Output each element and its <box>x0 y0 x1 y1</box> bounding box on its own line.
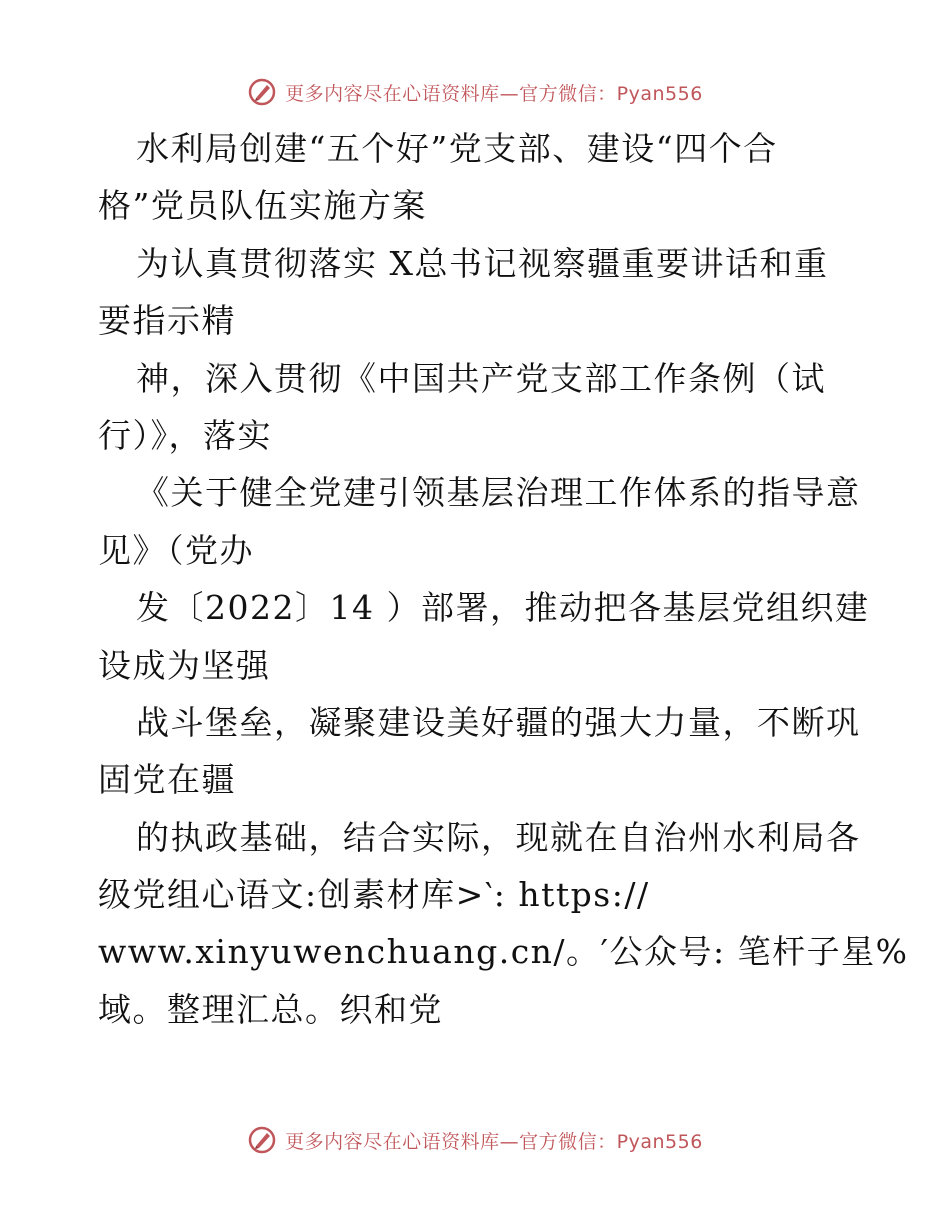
document-body <box>98 120 909 1038</box>
text-line: 的执政基础，结合实际，现就在自治州水利局各 <box>136 817 861 857</box>
watermark-text: 更多内容尽在心语资料库—官方微信：Pyan556 <box>285 82 703 105</box>
text-line: 水利局创建“五个好”党支部、建设“四个合 <box>136 129 778 168</box>
header-watermark <box>0 72 950 112</box>
text-line: 级党组心语文:创素材库>‵: https:// <box>98 875 650 915</box>
text-line: 为认真贯彻落实 X总书记视察疆重要讲话和重 <box>136 243 829 283</box>
text-line: 神，深入贯彻《中国共产党支部工作条例（试 <box>136 358 826 398</box>
pen-logo-icon <box>247 1125 277 1155</box>
text-line: 见》（党办 <box>98 530 254 570</box>
text-line: 域。整理汇总。织和党 <box>98 989 443 1029</box>
text-line: 固党在疆 <box>98 760 236 800</box>
text-line: 格”党员队伍实施方案 <box>98 186 427 226</box>
text-line: 发〔2022〕14 ）部署，推动把各基层党组织建 <box>136 588 870 628</box>
text-line: 《关于健全党建引领基层治理工作体系的指导意 <box>136 473 861 513</box>
pen-logo-icon <box>247 77 277 107</box>
text-line: www.xinyuwenchuang.cn/。′公众号: 笔杆子星% <box>98 932 909 972</box>
watermark-text: 更多内容尽在心语资料库—官方微信：Pyan556 <box>285 1130 703 1153</box>
text-line: 要指示精 <box>98 301 236 341</box>
text-line: 行）》，落实 <box>98 415 272 455</box>
text-line: 战斗堡垒，凝聚建设美好疆的强大力量，不断巩 <box>136 702 861 742</box>
footer-watermark <box>0 1120 950 1160</box>
text-line: 设成为坚强 <box>98 645 271 685</box>
